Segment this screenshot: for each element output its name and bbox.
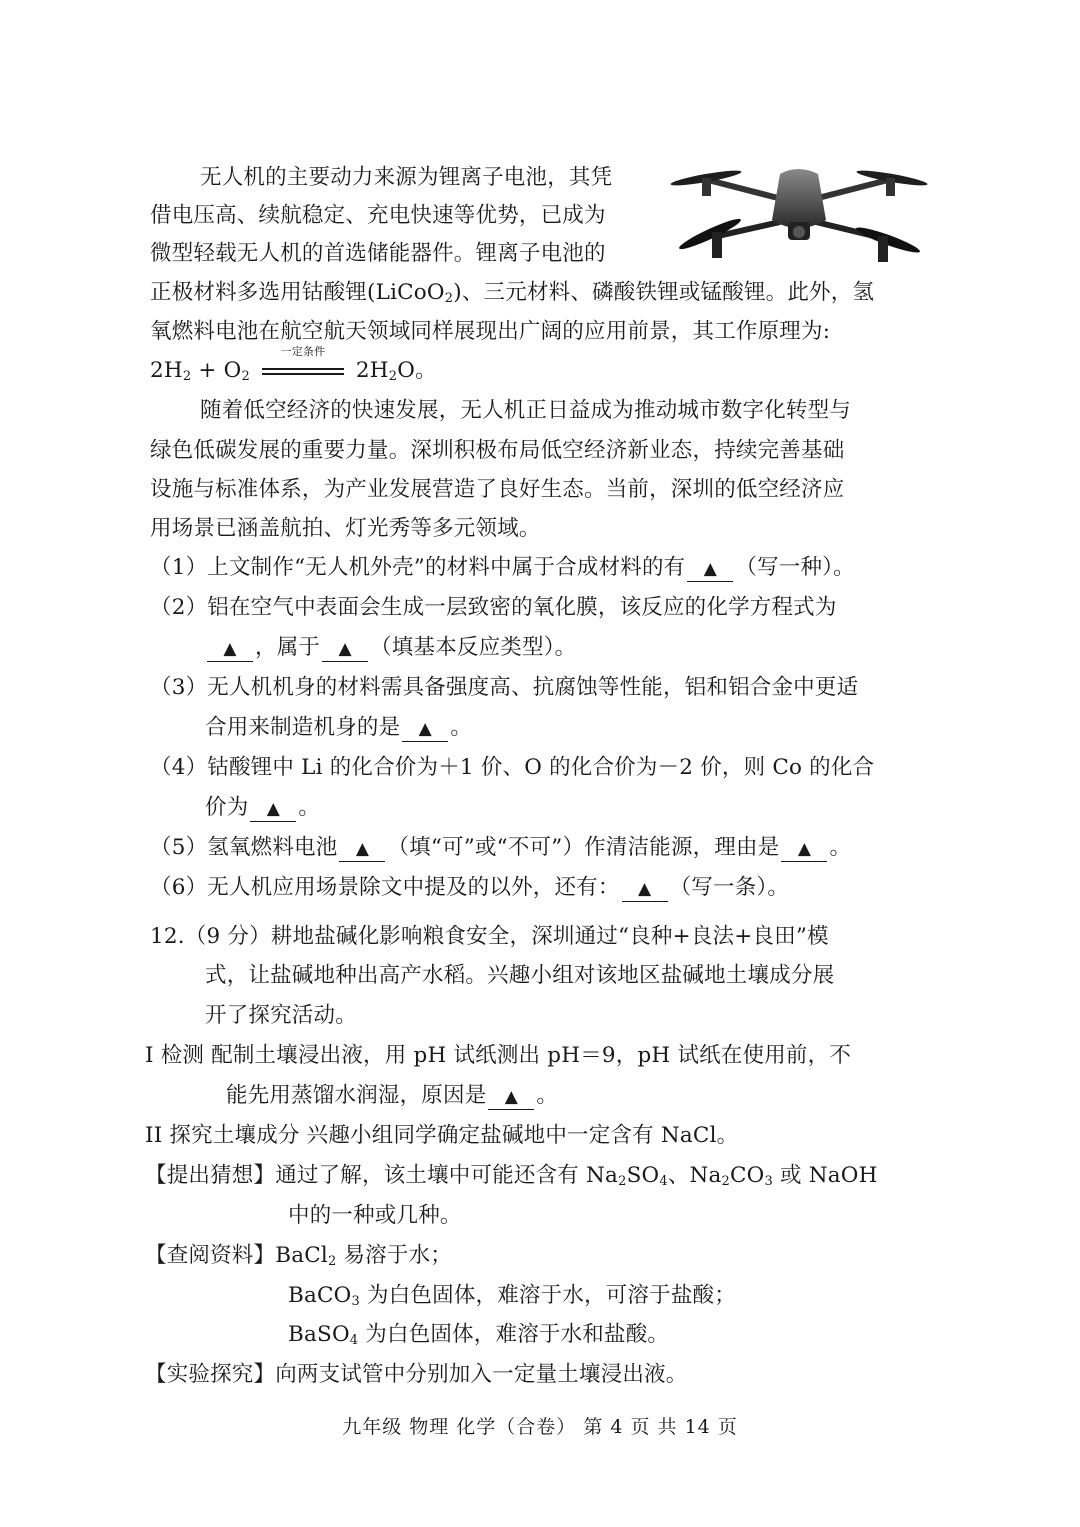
q12-reference: 【查阅资料】BaCl$_2$ 易溶于水； <box>145 1243 452 1269</box>
intro-line-3: 微型轻载无人机的首选储能器件。锂离子电池的 <box>150 241 606 266</box>
q12-hypothesis-cont: 中的一种或几种。 <box>288 1203 462 1228</box>
answer-blank[interactable]: ▲ <box>622 876 668 902</box>
q12-line-2: 式，让盐碱地种出高产水稻。兴趣小组对该地区盐碱地土壤成分展 <box>205 963 835 988</box>
answer-blank[interactable]: ▲ <box>781 836 827 862</box>
intro-line-5: 氧燃料电池在航空航天领域同样展现出广阔的应用前景，其工作原理为: <box>150 319 831 344</box>
q12-reference-3: BaSO$_4$ 为白色固体，难溶于水和盐酸。 <box>288 1322 670 1348</box>
q12-line-1: 12.（9 分）耕地盐碱化影响粮食安全，深圳通过“良种+良法+良田”模 <box>150 924 829 949</box>
question-2: （2）铝在空气中表面会生成一层致密的氧化膜，该反应的化学方程式为 <box>150 595 837 620</box>
q12-line-3: 开了探究活动。 <box>205 1003 357 1028</box>
answer-blank[interactable]: ▲ <box>402 716 448 742</box>
q12-explore-heading: II 探究土壤成分 兴趣小组同学确定盐碱地中一定含有 NaCl。 <box>145 1123 739 1148</box>
answer-blank[interactable]: ▲ <box>250 796 296 822</box>
question-5: （5）氢氧燃料电池 ▲ （填“可”或“不可”）作清洁能源，理由是 ▲ 。 <box>150 835 852 860</box>
question-2-cont: ▲ ，属于 ▲ （填基本反应类型）。 <box>205 633 576 663</box>
reference-tag: 【查阅资料】 <box>145 1243 276 1268</box>
question-6: （6）无人机应用场景除文中提及的以外，还有： ▲ （写一条）。 <box>150 875 790 900</box>
intro-line-4: 正极材料多选用钴酸锂(LiCoO$_2$)、三元材料、磷酸铁锂或锰酸锂。此外，氢 <box>150 280 875 306</box>
question-4: （4）钴酸锂中 Li 的化合价为＋1 价、O 的化合价为－2 价，则 Co 的化合 <box>150 755 875 780</box>
q12-experiment: 【实验探究】向两支试管中分别加入一定量土壤浸出液。 <box>145 1360 688 1390</box>
question-1: （1）上文制作“无人机外壳”的材料中属于合成材料的有 ▲ （写一种）。 <box>150 555 855 580</box>
q12-detect-line-2: 能先用蒸馏水润湿，原因是 ▲ 。 <box>226 1083 559 1108</box>
question-3: （3）无人机机身的材料需具备强度高、抗腐蚀等性能，铝和铝合金中更适 <box>150 675 859 700</box>
answer-blank[interactable]: ▲ <box>339 836 385 862</box>
answer-blank[interactable]: ▲ <box>207 636 253 662</box>
hypothesis-tag: 【提出猜想】 <box>145 1163 276 1188</box>
question-4-cont: 价为 ▲ 。 <box>205 795 321 820</box>
q12-detect-line-1: I 检测 配制土壤浸出液，用 pH 试纸测出 pH＝9，pH 试纸在使用前，不 <box>145 1043 852 1068</box>
q12-hypothesis: 【提出猜想】通过了解，该土壤中可能还含有 $Na_2SO_4$、$Na_2CO_3$ 或 NaOH <box>145 1163 878 1189</box>
reaction-condition: 一定条件 <box>280 345 326 358</box>
answer-blank[interactable]: ▲ <box>488 1084 534 1110</box>
para2-line-2: 绿色低碳发展的重要力量。深圳积极布局低空经济新业态，持续完善基础 <box>150 438 845 463</box>
para2-line-4: 用场景已涵盖航拍、灯光秀等多元领域。 <box>150 516 541 541</box>
question-3-cont: 合用来制造机身的是 ▲ 。 <box>205 715 473 740</box>
answer-blank[interactable]: ▲ <box>687 556 733 582</box>
answer-blank[interactable]: ▲ <box>322 636 368 662</box>
intro-line-2: 借电压高、续航稳定、充电快速等优势，已成为 <box>150 203 606 228</box>
reaction-equation: $2H_2 + O_2$ 一定条件 $2H_2O$。 <box>150 345 437 384</box>
q12-reference-2: BaCO$_3$ 为白色固体，难溶于水，可溶于盐酸； <box>288 1283 736 1309</box>
equation-arrow <box>262 345 344 378</box>
para2-line-1: 随着低空经济的快速发展，无人机正日益成为推动城市数字化转型与 <box>200 398 852 423</box>
intro-line-1: 无人机的主要动力来源为锂离子电池，其凭 <box>200 165 613 190</box>
para2-line-3: 设施与标准体系，为产业发展营造了良好生态。当前，深圳的低空经济应 <box>150 477 845 502</box>
page-footer: 九年级 物理 化学（合卷） 第 4 页 共 14 页 <box>342 1416 738 1438</box>
drone-illustration <box>668 160 930 270</box>
experiment-tag: 【实验探究】 <box>145 1362 276 1387</box>
